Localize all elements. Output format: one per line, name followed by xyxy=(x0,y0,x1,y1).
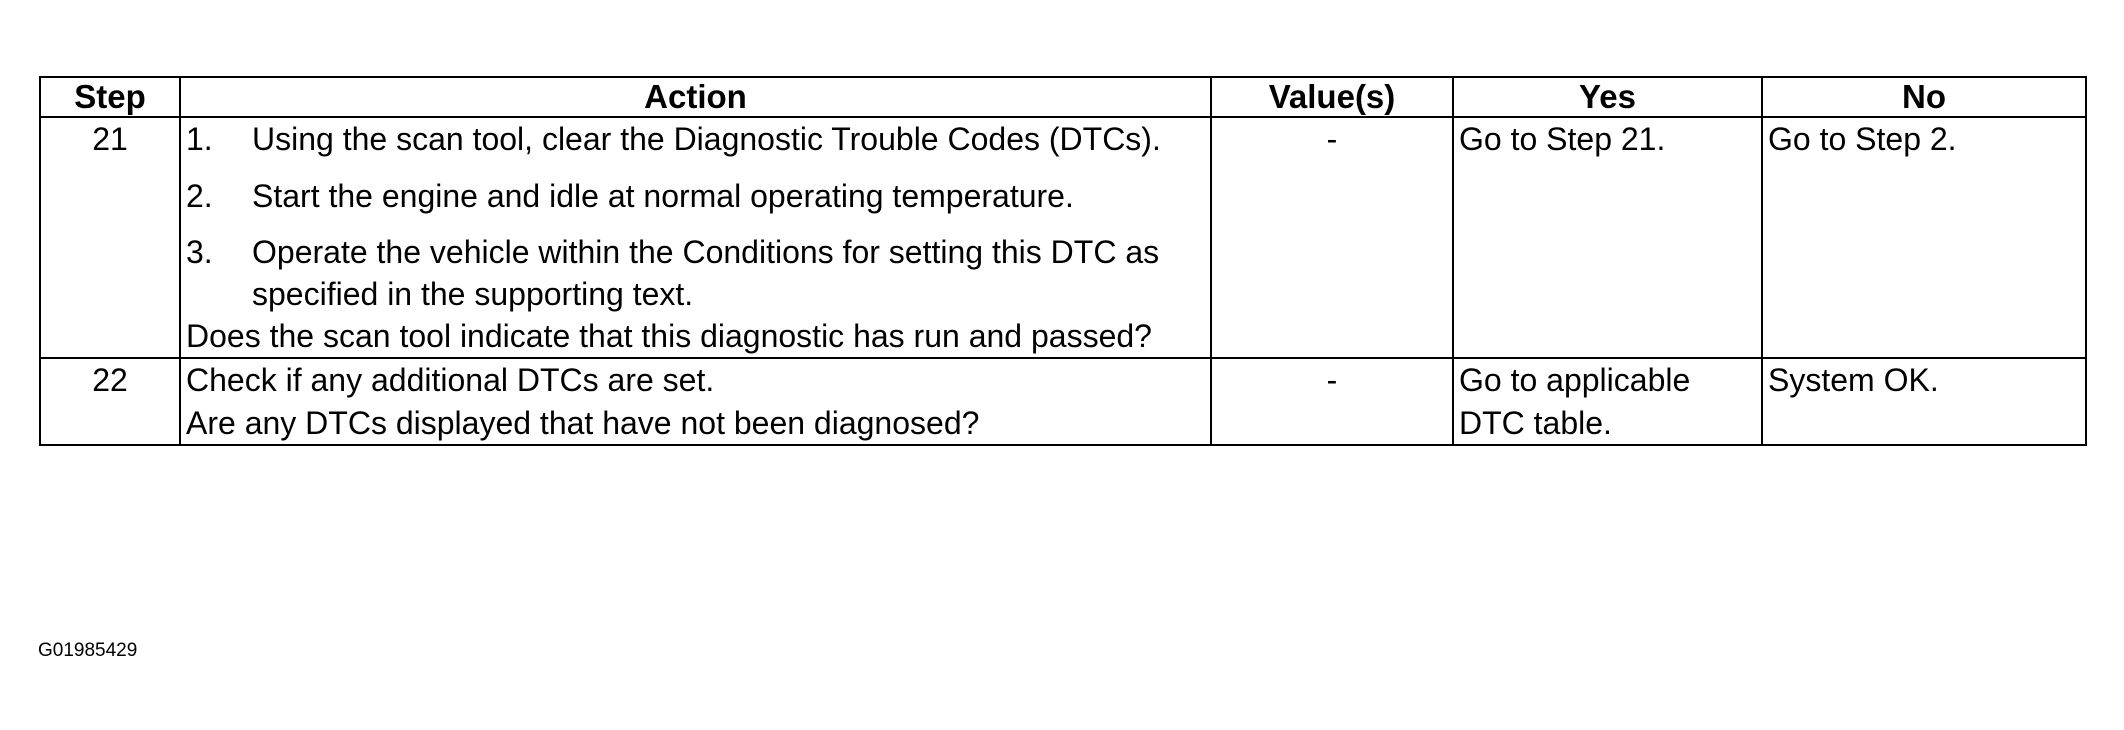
action-step-list xyxy=(186,118,1205,315)
action-question: Are any DTCs displayed that have not been diagnosed? xyxy=(186,404,980,441)
action-step-text: Using the scan tool, clear the Diagnostic Trouble Codes (DTCs). xyxy=(252,121,1161,158)
no-cell: System OK. xyxy=(1762,358,2086,444)
step-number-cell: 21 xyxy=(40,117,180,358)
action-step-number: 2. xyxy=(186,177,213,214)
table-row-step-22 xyxy=(40,358,2086,444)
action-step-text: Start the engine and idle at normal operating temperature. xyxy=(252,177,1074,214)
action-step-number: 1. xyxy=(186,121,213,158)
header-values: Value(s) xyxy=(1211,77,1453,117)
values-cell: - xyxy=(1211,117,1453,358)
diagnostic-table xyxy=(39,76,2087,446)
figure-id: G01985429 xyxy=(38,640,138,661)
header-yes: Yes xyxy=(1453,77,1762,117)
action-step-number: 3. xyxy=(186,233,213,270)
no-cell: Go to Step 2. xyxy=(1762,117,2086,358)
action-step-item xyxy=(186,175,1205,217)
action-cell xyxy=(180,358,1211,444)
action-step-item xyxy=(186,118,1205,160)
header-row xyxy=(40,77,2086,117)
header-step: Step xyxy=(40,77,180,117)
values-cell: - xyxy=(1211,358,1453,444)
step-number-cell: 22 xyxy=(40,358,180,444)
action-line: Check if any additional DTCs are set. xyxy=(186,362,715,399)
header-no: No xyxy=(1762,77,2086,117)
header-action: Action xyxy=(180,77,1211,117)
yes-cell: Go to applicable DTC table. xyxy=(1453,358,1762,444)
table-row-step-21 xyxy=(40,117,2086,358)
yes-cell: Go to Step 21. xyxy=(1453,117,1762,358)
action-question: Does the scan tool indicate that this diagnostic has run and passed? xyxy=(186,318,1152,355)
action-cell xyxy=(180,117,1211,358)
action-step-text: Operate the vehicle within the Conditions for setting this DTC as specified in the supporting text. xyxy=(252,233,1160,312)
action-step-item xyxy=(186,231,1205,315)
